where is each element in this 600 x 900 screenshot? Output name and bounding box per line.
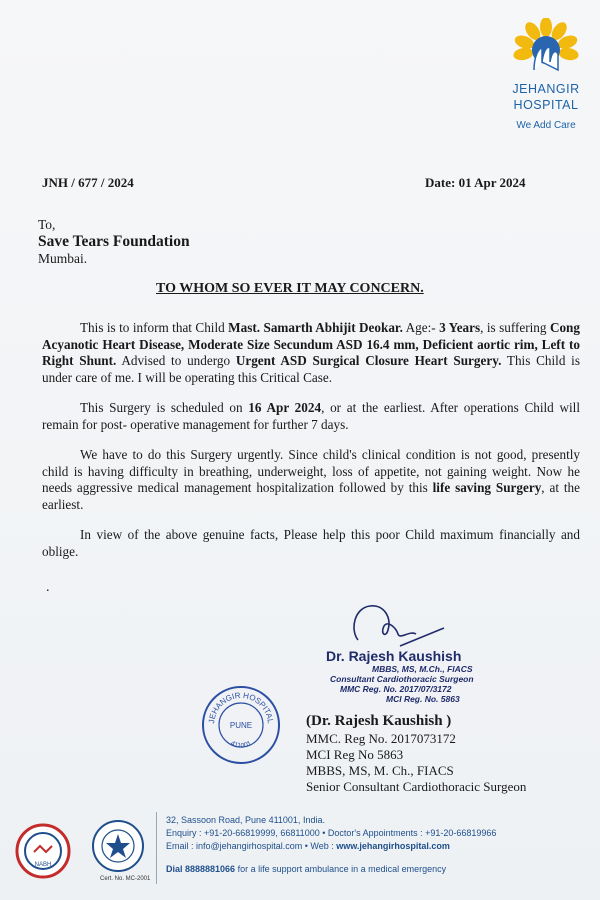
stamp-mmc: MMC Reg. No. 2017/07/3172	[340, 684, 452, 694]
nabh-badge-icon	[14, 822, 72, 880]
to-label: To,	[38, 217, 56, 232]
recipient-org: Save Tears Foundation	[38, 233, 190, 250]
stamp-mci: MCI Reg. No. 5863	[386, 694, 460, 704]
doctor-details	[306, 713, 526, 795]
email-link[interactable]: info@jehangirhospital.com	[196, 841, 303, 851]
ambulance-number: Dial 8888881066	[166, 864, 236, 874]
paragraph-3: We have to do this Surgery urgently. Since child's clinical condition is not good, presently child is having difficulty in breathing, underweight, loss of appetite, not gaining weight. Now he needs aggressive medical management hospitalization followed by this life saving Surgery, at the earliest.	[42, 447, 580, 512]
letter-body	[42, 320, 580, 574]
website-link[interactable]: www.jehangirhospital.com	[336, 841, 450, 851]
doctor-mmc: MMC. Reg No. 2017073172	[306, 731, 456, 746]
footer-ambulance: Dial 8888881066 for a life support ambulance in a medical emergency	[166, 864, 447, 874]
doctor-title: Senior Consultant Cardiothoracic Surgeon	[306, 779, 527, 794]
letter-subject: TO WHOM SO EVER IT MAY CONCERN.	[156, 281, 424, 296]
recipient-block	[38, 216, 190, 267]
footer-contact	[166, 814, 496, 876]
paragraph-4: In view of the above genuine facts, Please help this poor Child maximum financially and oblige.	[42, 527, 580, 559]
stamp-qualification: MBBS, MS, M.Ch., FIACS	[372, 664, 473, 674]
certificate-number: Cert. No. MC-2001	[100, 876, 151, 882]
doctor-stamp	[326, 648, 474, 704]
hospital-name-line1: JEHANGIR	[512, 82, 580, 96]
paragraph-1: This is to inform that Child Mast. Samarth Abhijit Deokar. Age:- 3 Years, is suffering Cong Acyanotic Heart Disease, Moderate Size Secundum ASD 16.4 mm, Deficient aortic rim, Left to Right Shunt. Advised to undergo Urgent ASD Surgical Closure Heart Surgery. This Child is under care of me. I will be operating this Critical Case.	[42, 320, 580, 385]
paragraph-2: This Surgery is scheduled on 16 Apr 2024, or at the earliest. After operations Child will remain for post- operative management for further 7 days.	[42, 400, 580, 432]
reference-number: JNH / 677 / 2024	[42, 175, 134, 190]
svg-text:PUNE: PUNE	[229, 721, 253, 730]
stamp-doctor-name: Dr. Rajesh Kaushish	[326, 648, 462, 664]
stray-dot: .	[46, 580, 50, 595]
sunflower-hands-icon	[506, 18, 586, 80]
footer-address: 32, Sassoon Road, Pune 411001, India.	[166, 815, 325, 825]
hospital-logo	[500, 18, 592, 131]
footer-divider	[156, 812, 157, 884]
footer-email-web: Email : info@jehangirhospital.com • Web : www.jehangirhospital.com	[166, 841, 450, 851]
svg-text:411001: 411001	[229, 740, 253, 750]
recipient-city: Mumbai.	[38, 251, 88, 266]
footer-enquiry: Enquiry : +91-20-66819999, 66811000 • Doctor's Appointments : +91-20-66819966	[166, 828, 497, 838]
letterhead-footer	[0, 812, 600, 900]
doctor-mci: MCI Reg No 5863	[306, 747, 404, 762]
svg-text:JEHANGIR HOSPITAL: JEHANGIR HOSPITAL	[207, 690, 276, 724]
hospital-seal-icon	[200, 684, 282, 766]
accreditation-badge-icon	[90, 818, 146, 874]
stamp-designation: Consultant Cardiothoracic Surgeon	[330, 674, 474, 684]
doctor-name: (Dr. Rajesh Kaushish )	[306, 713, 452, 729]
svg-text:NABH: NABH	[34, 862, 52, 868]
hospital-tagline: We Add Care	[516, 120, 576, 131]
doctor-qualification: MBBS, MS, M. Ch., FIACS	[306, 763, 454, 778]
hospital-name-line2: HOSPITAL	[513, 98, 579, 112]
letter-date: Date: 01 Apr 2024	[425, 175, 526, 190]
